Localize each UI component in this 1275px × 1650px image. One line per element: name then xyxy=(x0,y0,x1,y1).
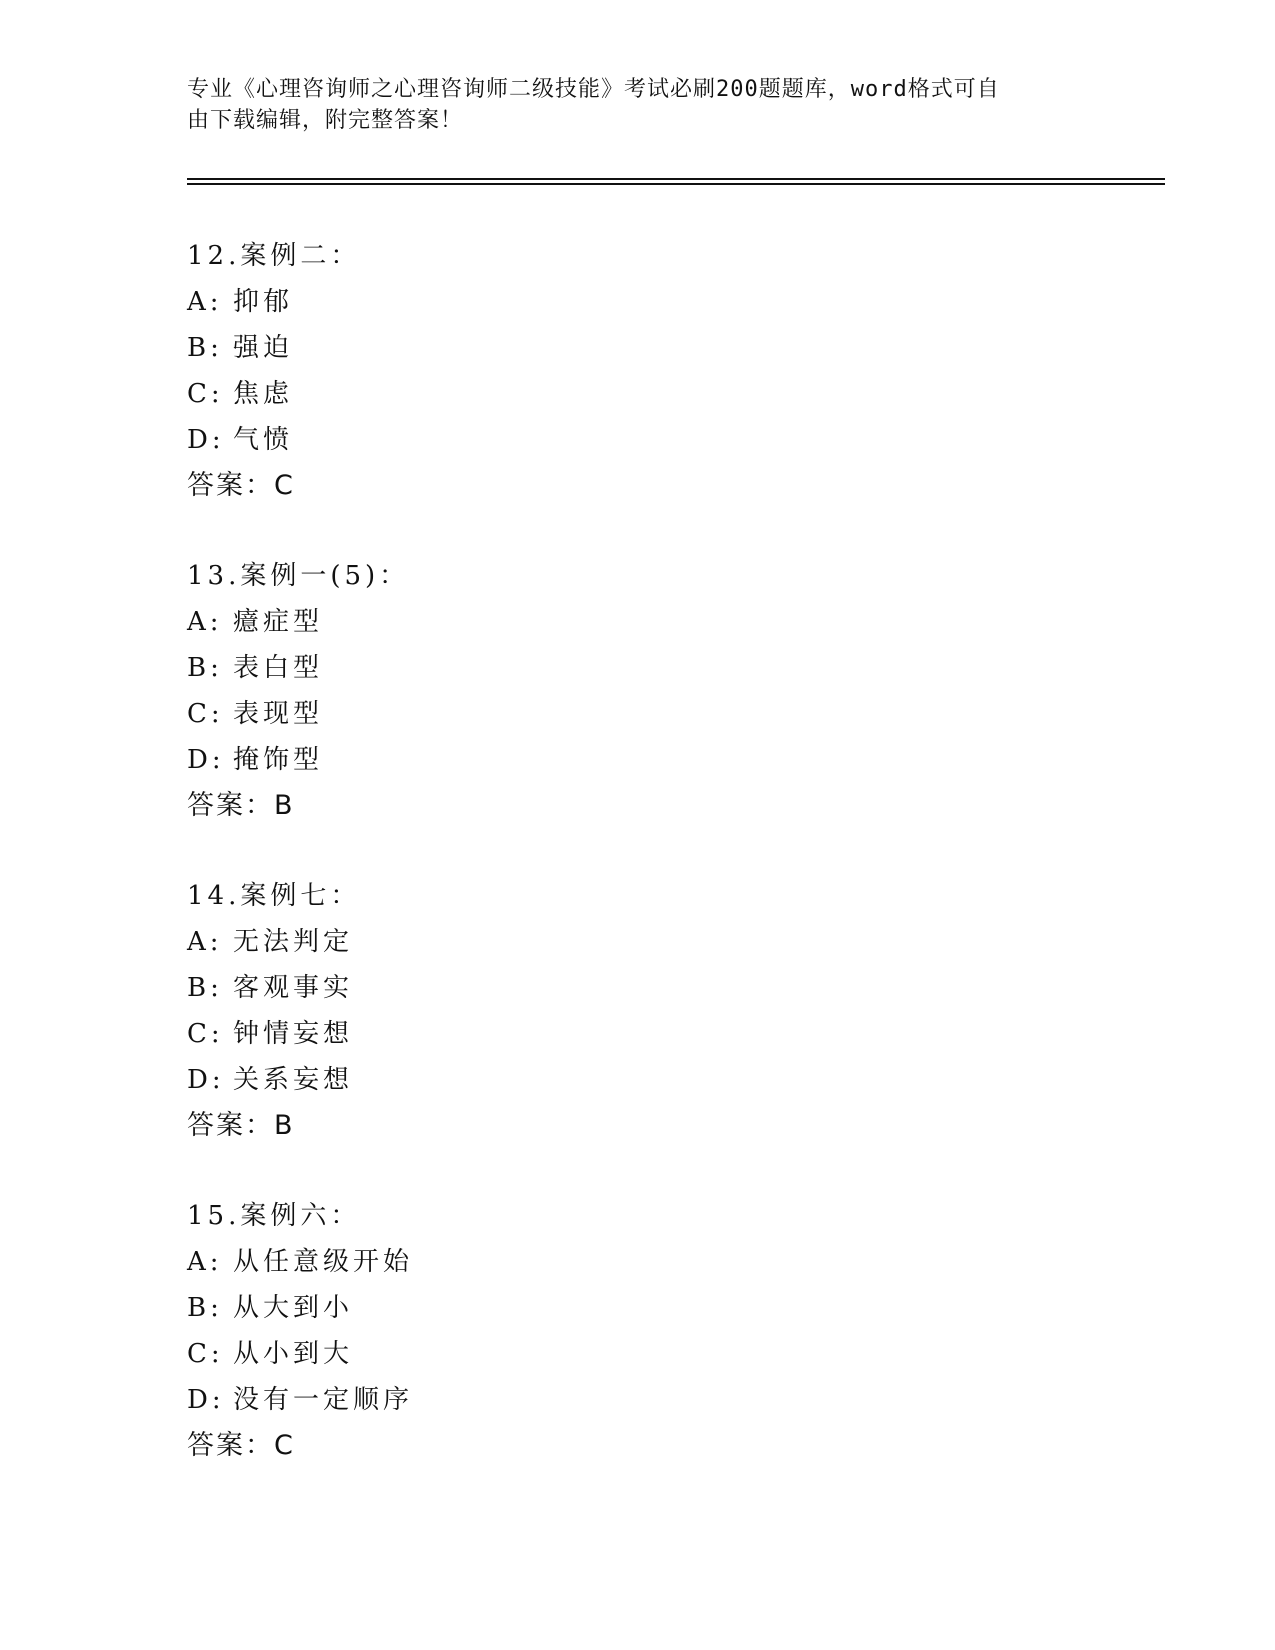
question-stem: 14.案例七： xyxy=(187,881,361,911)
option-text: 钟情妄想 xyxy=(233,1019,354,1049)
question-item xyxy=(187,873,1087,1149)
question-stem: 15.案例六： xyxy=(187,1201,361,1231)
option-letter: D: xyxy=(187,745,225,775)
option-c xyxy=(187,1331,1087,1377)
option-letter: C: xyxy=(187,379,224,409)
option-text: 癔症型 xyxy=(233,607,324,637)
answer-line: 答案：C xyxy=(187,1430,295,1461)
option-text: 表白型 xyxy=(233,653,324,683)
option-letter: B: xyxy=(187,1293,223,1323)
question-stem: 13.案例一(5)： xyxy=(187,561,410,591)
option-text: 从小到大 xyxy=(233,1339,354,1369)
question-item xyxy=(187,553,1087,829)
option-b xyxy=(187,965,1087,1011)
option-a xyxy=(187,1239,1087,1285)
header-divider-bottom xyxy=(187,183,1165,185)
option-text: 没有一定顺序 xyxy=(233,1385,414,1415)
option-letter: B: xyxy=(187,973,223,1003)
option-text: 无法判定 xyxy=(233,927,354,957)
option-c xyxy=(187,371,1087,417)
option-text: 从大到小 xyxy=(233,1293,354,1323)
option-a xyxy=(187,919,1087,965)
option-letter: D: xyxy=(187,1065,225,1095)
option-text: 客观事实 xyxy=(233,973,354,1003)
option-c xyxy=(187,1011,1087,1057)
option-text: 关系妄想 xyxy=(233,1065,354,1095)
option-b xyxy=(187,645,1087,691)
document-header xyxy=(187,74,1067,136)
option-d xyxy=(187,417,1087,463)
option-letter: C: xyxy=(187,1339,224,1369)
option-b xyxy=(187,1285,1087,1331)
question-item xyxy=(187,1193,1087,1469)
option-text: 从任意级开始 xyxy=(233,1247,414,1277)
option-letter: A: xyxy=(187,607,223,637)
option-letter: D: xyxy=(187,425,225,455)
header-divider-top xyxy=(187,178,1165,180)
option-letter: B: xyxy=(187,653,223,683)
option-letter: A: xyxy=(187,1247,223,1277)
option-letter: C: xyxy=(187,1019,224,1049)
option-a xyxy=(187,279,1087,325)
option-text: 表现型 xyxy=(233,699,324,729)
option-text: 抑郁 xyxy=(233,287,294,317)
option-text: 气愤 xyxy=(233,425,294,455)
option-text: 强迫 xyxy=(233,333,294,363)
option-letter: A: xyxy=(187,927,223,957)
option-d xyxy=(187,1057,1087,1103)
header-line-1: 专业《心理咨询师之心理咨询师二级技能》考试必刷200题题库，word格式可自 xyxy=(187,77,1000,102)
option-text: 焦虑 xyxy=(233,379,294,409)
answer-line: 答案：B xyxy=(187,1110,295,1141)
answer-line: 答案：B xyxy=(187,790,295,821)
option-d xyxy=(187,1377,1087,1423)
question-item xyxy=(187,233,1087,509)
option-letter: C: xyxy=(187,699,224,729)
answer-line: 答案：C xyxy=(187,470,295,501)
option-a xyxy=(187,599,1087,645)
option-letter: A: xyxy=(187,287,223,317)
option-letter: B: xyxy=(187,333,223,363)
option-letter: D: xyxy=(187,1385,225,1415)
option-text: 掩饰型 xyxy=(233,745,324,775)
question-stem: 12.案例二： xyxy=(187,241,361,271)
option-c xyxy=(187,691,1087,737)
option-b xyxy=(187,325,1087,371)
option-d xyxy=(187,737,1087,783)
header-line-2: 由下载编辑，附完整答案！ xyxy=(187,108,464,133)
